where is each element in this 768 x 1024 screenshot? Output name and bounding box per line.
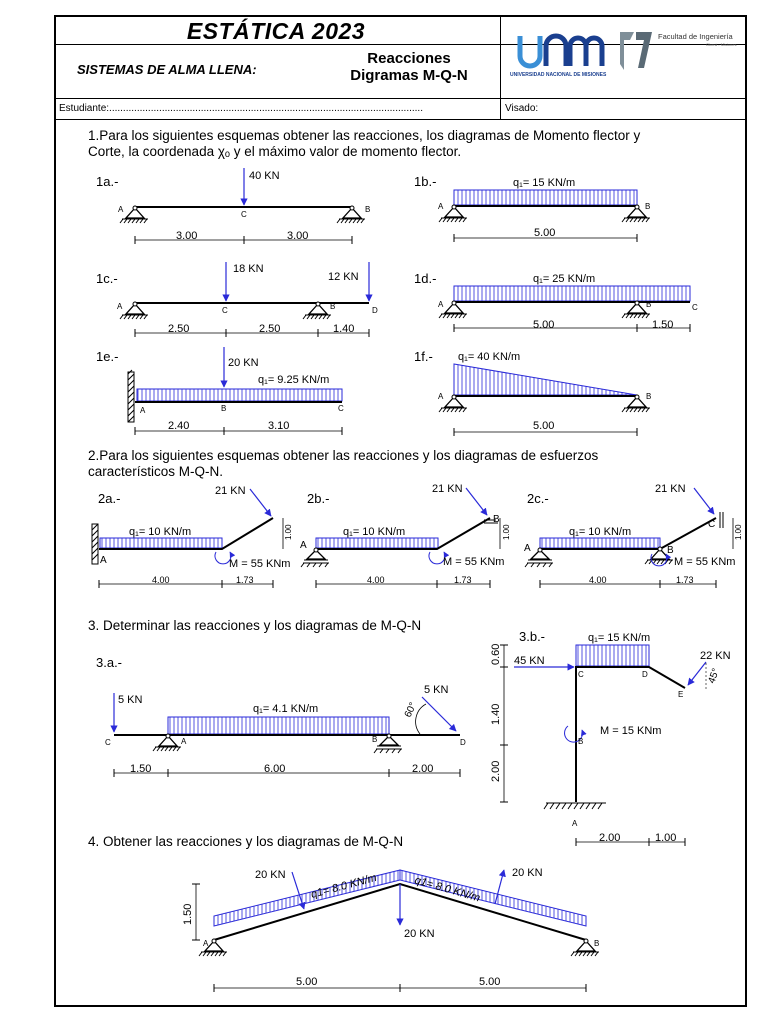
node-a: A bbox=[438, 202, 444, 211]
node-a: A bbox=[117, 302, 123, 311]
dim-2c-2: 1.73 bbox=[676, 575, 694, 585]
node-a: A bbox=[572, 819, 578, 828]
diagram-2a bbox=[92, 485, 293, 588]
node-a: A bbox=[524, 543, 531, 554]
dim-1d-1: 5.00 bbox=[533, 319, 555, 331]
load-2b-q: q₁= 10 KN/m bbox=[343, 526, 406, 538]
node-a: A bbox=[140, 406, 146, 415]
load-1d: q₁= 25 KN/m bbox=[533, 273, 596, 285]
load-2a-p: 21 KN bbox=[215, 485, 246, 497]
label-2a: 2a.- bbox=[98, 491, 121, 506]
load-2b-p: 21 KN bbox=[432, 483, 463, 495]
dim-2a-h: 1.00 bbox=[284, 524, 293, 540]
label-1d: 1d.- bbox=[414, 271, 437, 286]
load-1e-p: 20 KN bbox=[228, 357, 259, 369]
dim-4-1: 5.00 bbox=[296, 976, 318, 988]
q2-line-1: 2.Para los siguientes esquemas obtener las reacciones y los diagramas de esfuerzos bbox=[88, 448, 599, 463]
node-d: D bbox=[372, 306, 378, 315]
dim-3a-3: 2.00 bbox=[412, 763, 434, 775]
load-1e-q: q₁= 9.25 KN/m bbox=[258, 374, 330, 386]
topic-line-2: Digramas M-Q-N bbox=[350, 67, 468, 84]
load-3b-1: 45 KN bbox=[514, 655, 545, 667]
diagram-3b bbox=[490, 629, 731, 846]
load-2c-q: q₁= 10 KN/m bbox=[569, 526, 632, 538]
load-1c-2: 12 KN bbox=[328, 271, 359, 283]
dim-1b-1: 5.00 bbox=[534, 227, 556, 239]
node-a: A bbox=[100, 555, 107, 566]
label-3a: 3.a.- bbox=[96, 655, 123, 670]
node-a: A bbox=[203, 939, 209, 948]
label-3b: 3.b.- bbox=[519, 629, 546, 644]
label-1a: 1a.- bbox=[96, 174, 119, 189]
node-b: B bbox=[493, 514, 500, 525]
diagram-1a bbox=[96, 168, 370, 244]
dim-2a-1: 4.00 bbox=[152, 575, 170, 585]
dim-2c-1: 4.00 bbox=[589, 575, 607, 585]
dim-3a-2: 6.00 bbox=[264, 763, 286, 775]
diagram-1b bbox=[414, 174, 650, 242]
subject-label: SISTEMAS DE ALMA LLENA: bbox=[77, 62, 257, 77]
node-c: C bbox=[241, 210, 247, 219]
moment-2b: M = 55 KNm bbox=[443, 556, 505, 568]
diagram-1d bbox=[414, 271, 698, 332]
dim-4-h: 1.50 bbox=[182, 903, 194, 925]
fi-caption: Facultad de Ingeniería bbox=[658, 32, 733, 41]
diagram-2c bbox=[524, 483, 743, 588]
page-title: ESTÁTICA 2023 bbox=[186, 18, 366, 44]
node-c: C bbox=[708, 519, 716, 530]
node-b: B bbox=[667, 545, 674, 556]
student-field: Estudiante:................................................................................................................. bbox=[59, 103, 423, 114]
dim-2c-h: 1.00 bbox=[734, 524, 743, 540]
load-4-3: 20 KN bbox=[512, 867, 543, 879]
load-3a-2: 5 KN bbox=[424, 684, 449, 696]
node-a: A bbox=[118, 205, 124, 214]
angle-3a: 60° bbox=[402, 700, 420, 720]
dim-3a-1: 1.50 bbox=[130, 763, 152, 775]
load-4-1: 20 KN bbox=[255, 869, 286, 881]
node-c: C bbox=[692, 303, 698, 312]
diagram-4 bbox=[182, 867, 599, 992]
node-c: C bbox=[105, 738, 111, 747]
diagram-2b bbox=[300, 483, 511, 588]
dim-1c-2: 2.50 bbox=[259, 323, 281, 335]
load-1c-1: 18 KN bbox=[233, 263, 264, 275]
load-3b-2: 22 KN bbox=[700, 650, 731, 662]
node-b: B bbox=[365, 205, 371, 214]
dim-3b-h1: 0.60 bbox=[490, 643, 502, 665]
node-b: B bbox=[330, 302, 336, 311]
node-a: A bbox=[438, 392, 444, 401]
load-4-q-left: q1= 8.0 KN/m bbox=[309, 871, 379, 901]
moment-2a: M = 55 KNm bbox=[229, 558, 291, 570]
load-1a: 40 KN bbox=[249, 170, 280, 182]
dim-3b-2: 1.00 bbox=[655, 832, 677, 844]
label-1e: 1e.- bbox=[96, 349, 119, 364]
dim-2b-h: 1.00 bbox=[502, 524, 511, 540]
dim-1e-2: 3.10 bbox=[268, 420, 290, 432]
dim-3b-1: 2.00 bbox=[599, 832, 621, 844]
q4-text: 4. Obtener las reacciones y los diagramas de M-Q-N bbox=[88, 834, 404, 849]
dim-1c-1: 2.50 bbox=[168, 323, 190, 335]
node-b: B bbox=[372, 735, 378, 744]
dim-1d-2: 1.50 bbox=[652, 319, 674, 331]
node-a: A bbox=[438, 300, 444, 309]
load-3a-q: q₁= 4.1 KN/m bbox=[253, 703, 319, 715]
diagram-3a bbox=[96, 655, 466, 777]
diagram-1c bbox=[96, 262, 378, 337]
moment-2c: M = 55 KNm bbox=[674, 556, 736, 568]
q2-line-2: característicos M-Q-N. bbox=[88, 464, 224, 479]
label-2b: 2b.- bbox=[307, 491, 330, 506]
dim-4-2: 5.00 bbox=[479, 976, 501, 988]
visado-field: Visado: bbox=[505, 103, 539, 114]
dim-1a-1: 3.00 bbox=[176, 230, 198, 242]
load-4-2: 20 KN bbox=[404, 928, 435, 940]
load-2a-q: q₁= 10 KN/m bbox=[129, 526, 192, 538]
node-d: D bbox=[460, 738, 466, 747]
node-a: A bbox=[181, 737, 187, 746]
dim-1a-2: 3.00 bbox=[287, 230, 309, 242]
label-1c: 1c.- bbox=[96, 271, 118, 286]
node-c: C bbox=[222, 306, 228, 315]
q1-line-1: 1.Para los siguientes esquemas obtener las reacciones, los diagramas de Momento flector y bbox=[88, 128, 641, 143]
node-e: E bbox=[678, 690, 684, 699]
node-c: C bbox=[338, 404, 344, 413]
angle-3b: 45° bbox=[706, 667, 722, 686]
dim-1f-1: 5.00 bbox=[533, 420, 555, 432]
dim-2b-2: 1.73 bbox=[454, 575, 472, 585]
load-2c-p: 21 KN bbox=[655, 483, 686, 495]
dim-3b-h2: 1.40 bbox=[490, 703, 502, 725]
node-b: B bbox=[221, 404, 227, 413]
q3-text: 3. Determinar las reacciones y los diagramas de M-Q-N bbox=[88, 618, 422, 633]
node-b: B bbox=[645, 202, 651, 211]
dim-1c-3: 1.40 bbox=[333, 323, 355, 335]
moment-3b: M = 15 KNm bbox=[600, 725, 662, 737]
label-2c: 2c.- bbox=[527, 491, 549, 506]
fi-subcaption: Oberá - Misiones bbox=[706, 42, 737, 47]
diagram-1f bbox=[414, 349, 651, 436]
load-1f: q₁= 40 KN/m bbox=[458, 351, 521, 363]
unam-caption: UNIVERSIDAD NACIONAL DE MISIONES bbox=[510, 72, 607, 78]
node-b: B bbox=[646, 300, 652, 309]
node-b: B bbox=[594, 939, 600, 948]
node-d: D bbox=[642, 670, 648, 679]
label-1f: 1f.- bbox=[414, 349, 433, 364]
node-b: B bbox=[646, 392, 652, 401]
load-3a-1: 5 KN bbox=[118, 694, 143, 706]
dim-2a-2: 1.73 bbox=[236, 575, 254, 585]
load-3b-q: q₁= 15 KN/m bbox=[588, 632, 651, 644]
node-a: A bbox=[300, 540, 307, 551]
topic-line-1: Reacciones bbox=[367, 50, 451, 67]
dim-3b-h3: 2.00 bbox=[490, 760, 502, 782]
q1-line-2: Corte, la coordenada χₒ y el máximo valor de momento flector. bbox=[88, 144, 462, 159]
node-b: B bbox=[578, 737, 584, 746]
dim-2b-1: 4.00 bbox=[367, 575, 385, 585]
dim-1e-1: 2.40 bbox=[168, 420, 190, 432]
label-1b: 1b.- bbox=[414, 174, 437, 189]
diagram-1e bbox=[96, 347, 344, 435]
load-1b: q₁= 15 KN/m bbox=[513, 177, 576, 189]
load-4-q-right: q1= 8.0 KN/m bbox=[413, 874, 482, 905]
node-c: C bbox=[578, 670, 584, 679]
